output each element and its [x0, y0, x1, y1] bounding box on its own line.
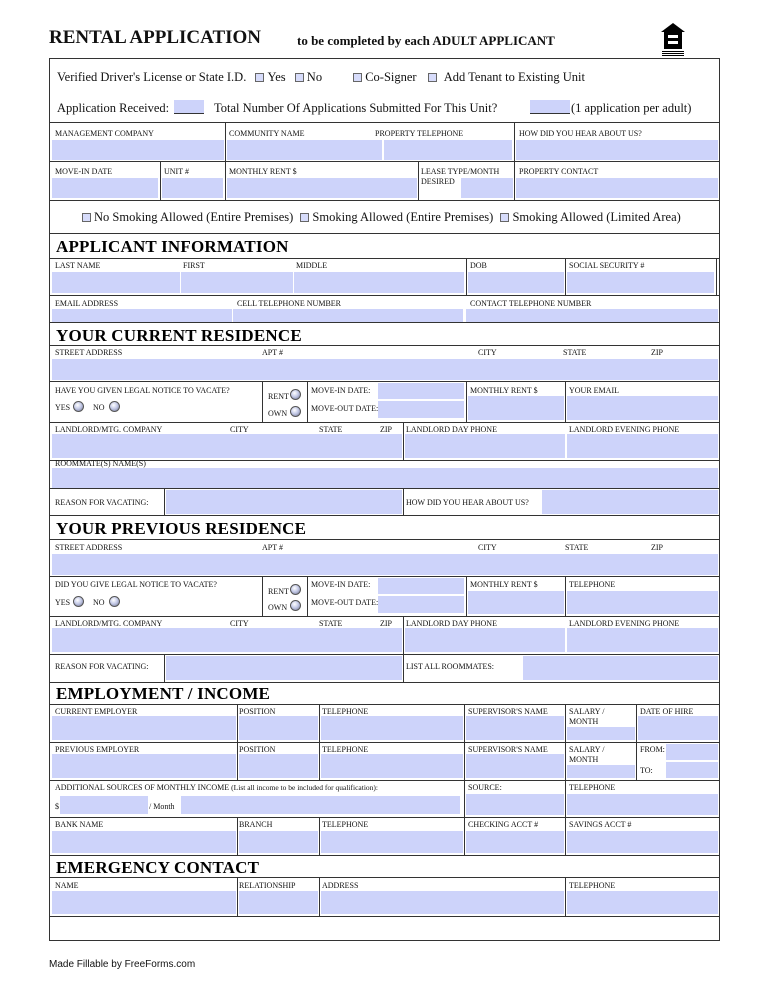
- ec-address-label: ADDRESS: [322, 881, 359, 890]
- ec-name-label: NAME: [55, 881, 79, 890]
- cell-phone-label: CELL TELEPHONE NUMBER: [237, 299, 341, 308]
- app-received-label: Application Received:: [57, 101, 170, 115]
- additional-income-title: ADDITIONAL SOURCES OF MONTHLY INCOME: [55, 783, 230, 792]
- cosigner-checkbox[interactable]: [353, 73, 362, 82]
- unit-label: UNIT #: [164, 167, 189, 176]
- branch-field[interactable]: [239, 831, 318, 853]
- prev-street-label: STREET ADDRESS: [55, 543, 123, 552]
- app-divider-2: [565, 258, 566, 295]
- additional-income-note: (List all income to be included for qualification):: [231, 783, 379, 792]
- prev-state-label: STATE: [565, 543, 589, 552]
- emp-r1-divider-1: [237, 704, 238, 742]
- no-smoking-checkbox[interactable]: [82, 213, 91, 222]
- cur-row-4-bottom: [49, 488, 720, 489]
- app-divider-1: [466, 258, 467, 295]
- prev-employer-label: PREVIOUS EMPLOYER: [55, 745, 140, 754]
- move-in-date-field[interactable]: [52, 178, 158, 198]
- prop2-divider-1: [160, 161, 161, 200]
- additional-income-detail-field[interactable]: [181, 796, 460, 814]
- prop-divider-2: [514, 122, 515, 161]
- prev-position-label: POSITION: [239, 745, 276, 754]
- per-month-label: / Month: [149, 802, 175, 811]
- cur-evening-phone-field[interactable]: [567, 434, 718, 458]
- from-label: FROM:: [640, 745, 665, 754]
- cur-emp-telephone-label: TELEPHONE: [322, 707, 369, 716]
- prop-divider-1: [225, 122, 226, 161]
- border-bottom: [49, 940, 720, 941]
- page-title: RENTAL APPLICATION: [49, 27, 262, 48]
- prev-salary-label-2: MONTH: [569, 755, 599, 764]
- prev-r4-divider-1: [164, 654, 165, 682]
- monthly-rent-field[interactable]: [227, 178, 417, 198]
- source-label: SOURCE:: [468, 783, 502, 792]
- cur-employer-field[interactable]: [52, 716, 236, 740]
- emp-row-1-bottom: [49, 742, 720, 743]
- ec-divider-1: [237, 877, 238, 916]
- emp-r4-divider-2: [319, 817, 320, 855]
- savings-field[interactable]: [567, 831, 718, 853]
- prev-notice-no-label: NO: [93, 598, 105, 607]
- emp-row-2-bottom: [49, 780, 720, 781]
- prev-telephone-label: TELEPHONE: [569, 580, 616, 589]
- property-contact-label: PROPERTY CONTACT: [519, 167, 599, 176]
- move-in-date-label: MOVE-IN DATE: [55, 167, 113, 176]
- page-subtitle: to be completed by each ADULT APPLICANT: [297, 33, 555, 48]
- ec-name-field[interactable]: [52, 891, 236, 914]
- employment-title-line: [49, 704, 720, 705]
- cur-reason-label: REASON FOR VACATING:: [55, 498, 149, 507]
- cur-rent-label: RENT: [268, 392, 289, 401]
- ec-address-field[interactable]: [321, 891, 564, 914]
- first-name-label: FIRST: [183, 261, 205, 270]
- cur-reason-field[interactable]: [166, 490, 402, 514]
- middle-name-field[interactable]: [294, 272, 464, 293]
- email-field[interactable]: [52, 309, 232, 322]
- prev-position-field[interactable]: [239, 754, 318, 778]
- prop2-divider-4: [514, 161, 515, 200]
- income-telephone-field[interactable]: [567, 794, 718, 815]
- cur-notice-yes-radio[interactable]: [73, 401, 84, 412]
- cur-row-1-bottom: [49, 381, 720, 382]
- how-hear-field[interactable]: [516, 140, 718, 160]
- prev-day-phone-field[interactable]: [405, 628, 565, 652]
- monthly-rent-label: MONTHLY RENT $: [229, 167, 297, 176]
- emp-r2-divider-5: [636, 742, 637, 780]
- emp-r4-divider-3: [464, 817, 465, 855]
- cur-notice-no-radio[interactable]: [109, 401, 120, 412]
- cur-day-phone-label: LANDLORD DAY PHONE: [406, 425, 497, 434]
- prop2-bottom: [49, 200, 720, 201]
- prev-r2-divider-1: [262, 576, 263, 616]
- prev-landlord-zip-label: ZIP: [380, 619, 392, 628]
- cur-r5-divider-1: [164, 488, 165, 515]
- property-telephone-label: PROPERTY TELEPHONE: [375, 129, 464, 138]
- total-apps-label: Total Number Of Applications Submitted For This Unit?: [214, 101, 498, 115]
- cur-landlord-field[interactable]: [52, 434, 402, 458]
- cur-salary-field[interactable]: [567, 727, 635, 740]
- dob-label: DOB: [470, 261, 487, 270]
- income-telephone-label: TELEPHONE: [569, 783, 616, 792]
- emergency-title-line: [49, 877, 720, 878]
- prev-r2-divider-4: [565, 576, 566, 616]
- previous-title-line: [49, 539, 720, 540]
- ec-relationship-field[interactable]: [239, 891, 318, 914]
- verified-no-checkbox[interactable]: [295, 73, 304, 82]
- cur-landlord-state-label: STATE: [319, 425, 343, 434]
- ec-telephone-label: TELEPHONE: [569, 881, 616, 890]
- verified-yes-label: Yes: [267, 70, 286, 84]
- cur-monthly-rent-label: MONTHLY RENT $: [470, 386, 538, 395]
- ssn-label: SOCIAL SECURITY #: [569, 261, 645, 270]
- total-apps-underline: [530, 113, 570, 114]
- prev-monthly-rent-label: MONTHLY RENT $: [470, 580, 538, 589]
- property-telephone-field[interactable]: [384, 140, 512, 160]
- cur-salary-label-2: MONTH: [569, 717, 599, 726]
- bank-telephone-field[interactable]: [321, 831, 463, 853]
- prev-address-field[interactable]: [52, 554, 718, 575]
- cur-row-2-bottom: [49, 422, 720, 423]
- cur-r2-divider-1: [262, 381, 263, 422]
- cur-position-field[interactable]: [239, 716, 318, 740]
- prev-move-in-field[interactable]: [378, 578, 464, 594]
- cur-salary-label: SALARY /: [569, 707, 605, 716]
- how-hear-label: HOW DID YOU HEAR ABOUT US?: [519, 129, 642, 138]
- border-top: [49, 58, 720, 59]
- cur-city-label: CITY: [478, 348, 497, 357]
- cur-roommates-label: ROOMMATE(S) NAME(S): [55, 459, 146, 468]
- applicant-title-line: [49, 258, 720, 259]
- smoking-row: [82, 210, 681, 225]
- additional-income-label: [55, 784, 378, 792]
- emergency-section-title: EMERGENCY CONTACT: [56, 858, 260, 877]
- smoking-limited-label: Smoking Allowed (Limited Area): [512, 210, 681, 224]
- cur-rent-radio[interactable]: [290, 389, 301, 400]
- prev-rent-radio[interactable]: [290, 584, 301, 595]
- additional-income-amount-field[interactable]: [60, 796, 148, 814]
- prev-own-radio[interactable]: [290, 600, 301, 611]
- lease-type-label: LEASE TYPE/MONTH: [421, 167, 500, 176]
- prev-supervisor-label: SUPERVISOR'S NAME: [468, 745, 548, 754]
- prev-move-out-field[interactable]: [378, 596, 464, 613]
- prop-row-divider: [49, 161, 720, 162]
- date-of-hire-field[interactable]: [638, 716, 718, 740]
- emp-r4-divider-1: [237, 817, 238, 855]
- prev-notice-label: DID YOU GIVE LEGAL NOTICE TO VACATE?: [55, 580, 217, 589]
- prev-landlord-state-label: STATE: [319, 619, 343, 628]
- cur-position-label: POSITION: [239, 707, 276, 716]
- cur-r3-divider-1: [403, 422, 404, 460]
- date-of-hire-label: DATE OF HIRE: [640, 707, 694, 716]
- emp-r2-divider-4: [565, 742, 566, 780]
- cur-move-out-field[interactable]: [378, 401, 464, 418]
- ec-divider-2: [319, 877, 320, 916]
- bank-telephone-label: TELEPHONE: [322, 820, 369, 829]
- prop2-divider-2: [225, 161, 226, 200]
- border-right: [719, 58, 720, 941]
- prev-zip-label: ZIP: [651, 543, 663, 552]
- property-contact-field[interactable]: [516, 178, 718, 198]
- bank-name-label: BANK NAME: [55, 820, 104, 829]
- prev-rent-label: RENT: [268, 587, 289, 596]
- lease-type-field[interactable]: [461, 178, 513, 198]
- branch-label: BRANCH: [239, 820, 273, 829]
- emp-r2-divider-1: [237, 742, 238, 780]
- cur-how-hear-field[interactable]: [542, 490, 718, 514]
- ec-row-bottom: [49, 916, 720, 917]
- cur-emp-telephone-field[interactable]: [321, 716, 463, 740]
- emp-r1-divider-5: [636, 704, 637, 742]
- prev-roommates-label: LIST ALL ROOMMATES:: [406, 662, 495, 671]
- prev-row-2-bottom: [49, 616, 720, 617]
- border-left: [49, 58, 50, 941]
- cur-zip-label: ZIP: [651, 348, 663, 357]
- cur-move-out-label: MOVE-OUT DATE:: [311, 404, 379, 413]
- ssn-field[interactable]: [567, 272, 714, 293]
- prev-move-in-label: MOVE-IN DATE:: [311, 580, 371, 589]
- employment-section-title: EMPLOYMENT / INCOME: [56, 684, 271, 703]
- cur-r2-divider-4: [565, 381, 566, 422]
- community-name-label: COMMUNITY NAME: [229, 129, 305, 138]
- emp-r2-divider-2: [319, 742, 320, 780]
- add-tenant-label: Add Tenant to Existing Unit: [443, 70, 585, 84]
- emp-r3-divider-2: [565, 780, 566, 817]
- cur-row-5-bottom: [49, 515, 720, 516]
- cur-roommates-field[interactable]: [52, 468, 718, 488]
- from-field[interactable]: [666, 744, 718, 760]
- cur-state-label: STATE: [563, 348, 587, 357]
- first-name-field[interactable]: [181, 272, 293, 293]
- cur-address-field[interactable]: [52, 359, 718, 380]
- prev-city-label: CITY: [478, 543, 497, 552]
- cur-landlord-label: LANDLORD/MTG. COMPANY: [55, 425, 163, 434]
- prev-row-4-bottom: [49, 682, 720, 683]
- cur-landlord-zip-label: ZIP: [380, 425, 392, 434]
- cur-notice-no-label: NO: [93, 403, 105, 412]
- current-section-title: YOUR CURRENT RESIDENCE: [56, 326, 302, 345]
- savings-label: SAVINGS ACCT #: [569, 820, 632, 829]
- cur-email-field[interactable]: [567, 396, 718, 420]
- checking-field[interactable]: [466, 831, 564, 853]
- dob-field[interactable]: [468, 272, 564, 293]
- prev-telephone-field[interactable]: [567, 591, 718, 614]
- app-received-underline: [174, 113, 204, 114]
- prev-emp-telephone-label: TELEPHONE: [322, 745, 369, 754]
- email-label: EMAIL ADDRESS: [55, 299, 119, 308]
- emp-r1-divider-3: [464, 704, 465, 742]
- cur-notice-label: HAVE YOU GIVEN LEGAL NOTICE TO VACATE?: [55, 386, 230, 395]
- verified-row: [57, 70, 585, 85]
- prev-reason-field[interactable]: [166, 656, 402, 680]
- unit-field[interactable]: [162, 178, 223, 198]
- cur-r5-divider-2: [403, 488, 404, 515]
- cur-day-phone-field[interactable]: [405, 434, 565, 458]
- verified-no-label: No: [306, 70, 323, 84]
- previous-section-title: YOUR PREVIOUS RESIDENCE: [56, 519, 307, 538]
- prev-landlord-city-label: CITY: [230, 619, 249, 628]
- management-company-label: MANAGEMENT COMPANY: [55, 129, 154, 138]
- management-company-field[interactable]: [52, 140, 224, 160]
- prev-supervisor-field[interactable]: [466, 754, 564, 778]
- to-label: TO:: [640, 766, 653, 775]
- community-name-field[interactable]: [227, 140, 382, 160]
- last-name-field[interactable]: [52, 272, 180, 293]
- cur-email-label: YOUR EMAIL: [569, 386, 619, 395]
- cur-r2-divider-3: [466, 381, 467, 422]
- total-apps-field[interactable]: [530, 100, 570, 113]
- prev-reason-label: REASON FOR VACATING:: [55, 662, 149, 671]
- prev-landlord-field[interactable]: [52, 628, 402, 652]
- prev-notice-no-radio[interactable]: [109, 596, 120, 607]
- to-field[interactable]: [666, 762, 718, 778]
- prev-landlord-label: LANDLORD/MTG. COMPANY: [55, 619, 163, 628]
- cur-own-radio[interactable]: [290, 406, 301, 417]
- emp-r2-divider-3: [464, 742, 465, 780]
- emp-r3-divider-1: [464, 780, 465, 817]
- cur-apt-label: APT #: [262, 348, 283, 357]
- smoking-entire-label: Smoking Allowed (Entire Premises): [312, 210, 494, 224]
- verified-yes-checkbox[interactable]: [255, 73, 264, 82]
- checking-label: CHECKING ACCT #: [468, 820, 539, 829]
- per-adult-note: (1 application per adult): [571, 101, 692, 115]
- app-row-2-bottom: [49, 322, 720, 323]
- prev-r4-divider-2: [403, 654, 404, 682]
- emp-row-3-bottom: [49, 817, 720, 818]
- cur-monthly-rent-field[interactable]: [468, 396, 564, 420]
- ec-divider-3: [565, 877, 566, 916]
- app-received-field[interactable]: [174, 100, 204, 113]
- prev-emp-telephone-field[interactable]: [321, 754, 463, 778]
- prev-own-label: OWN: [268, 603, 288, 612]
- cell-phone-field[interactable]: [233, 309, 463, 322]
- cur-supervisor-field[interactable]: [466, 716, 564, 740]
- dollar-sign-label: $: [55, 802, 59, 811]
- ec-relationship-label: RELATIONSHIP: [239, 881, 296, 890]
- cosigner-label: Co-Signer: [365, 70, 417, 84]
- prev-r3-divider-1: [403, 616, 404, 654]
- cur-how-hear-label: HOW DID YOU HEAR ABOUT US?: [406, 498, 529, 507]
- no-smoking-label: No Smoking Allowed (Entire Premises): [94, 210, 294, 224]
- bank-name-field[interactable]: [52, 831, 236, 853]
- emp-row-4-bottom: [49, 855, 720, 856]
- emp-r1-divider-2: [319, 704, 320, 742]
- cur-evening-phone-label: LANDLORD EVENING PHONE: [569, 425, 680, 434]
- prev-salary-field[interactable]: [567, 765, 635, 778]
- contact-phone-label: CONTACT TELEPHONE NUMBER: [470, 299, 592, 308]
- ec-telephone-field[interactable]: [567, 891, 718, 914]
- footer-made-fillable[interactable]: Made Fillable by FreeForms.com: [49, 959, 196, 970]
- prev-r2-divider-3: [466, 576, 467, 616]
- cur-move-in-label: MOVE-IN DATE:: [311, 386, 371, 395]
- last-name-label: LAST NAME: [55, 261, 101, 270]
- emp-r4-divider-4: [565, 817, 566, 855]
- add-tenant-checkbox[interactable]: [428, 73, 437, 82]
- prev-r2-divider-2: [307, 576, 308, 616]
- middle-name-label: MIDDLE: [296, 261, 328, 270]
- app-divider-3: [716, 258, 717, 295]
- emp-r1-divider-4: [565, 704, 566, 742]
- cur-landlord-city-label: CITY: [230, 425, 249, 434]
- prev-notice-yes-radio[interactable]: [73, 596, 84, 607]
- source-field[interactable]: [466, 794, 564, 815]
- prev-notice-yes-label: YES: [55, 598, 71, 607]
- cur-r2-divider-2: [307, 381, 308, 422]
- prev-evening-phone-field[interactable]: [567, 628, 718, 652]
- cur-employer-label: CURRENT EMPLOYER: [55, 707, 138, 716]
- smoking-entire-checkbox[interactable]: [300, 213, 309, 222]
- prev-evening-phone-label: LANDLORD EVENING PHONE: [569, 619, 680, 628]
- equal-housing-opportunity-icon: [660, 22, 686, 58]
- smoking-bottom: [49, 233, 720, 234]
- cur-move-in-field[interactable]: [378, 383, 464, 399]
- top-box-divider: [49, 122, 720, 123]
- verified-label: Verified Driver's License or State I.D.: [57, 70, 247, 84]
- prev-apt-label: APT #: [262, 543, 283, 552]
- cur-street-label: STREET ADDRESS: [55, 348, 123, 357]
- cur-notice-yes-label: YES: [55, 403, 71, 412]
- lease-type-label-2: DESIRED: [421, 177, 455, 186]
- prev-row-3-bottom: [49, 654, 720, 655]
- contact-phone-field[interactable]: [466, 309, 718, 322]
- prev-row-1-bottom: [49, 576, 720, 577]
- prev-employer-field[interactable]: [52, 754, 236, 778]
- prev-monthly-rent-field[interactable]: [468, 591, 564, 614]
- smoking-limited-checkbox[interactable]: [500, 213, 509, 222]
- app-row-1-bottom: [49, 295, 720, 296]
- prev-roommates-field[interactable]: [523, 656, 718, 680]
- applicant-section-title: APPLICANT INFORMATION: [56, 237, 289, 256]
- prev-salary-label: SALARY /: [569, 745, 605, 754]
- prev-move-out-label: MOVE-OUT DATE:: [311, 598, 379, 607]
- cur-own-label: OWN: [268, 409, 288, 418]
- cur-supervisor-label: SUPERVISOR'S NAME: [468, 707, 548, 716]
- prev-day-phone-label: LANDLORD DAY PHONE: [406, 619, 497, 628]
- prop2-divider-3: [418, 161, 419, 200]
- cur-row-3-bottom: [49, 460, 720, 461]
- current-title-line: [49, 345, 720, 346]
